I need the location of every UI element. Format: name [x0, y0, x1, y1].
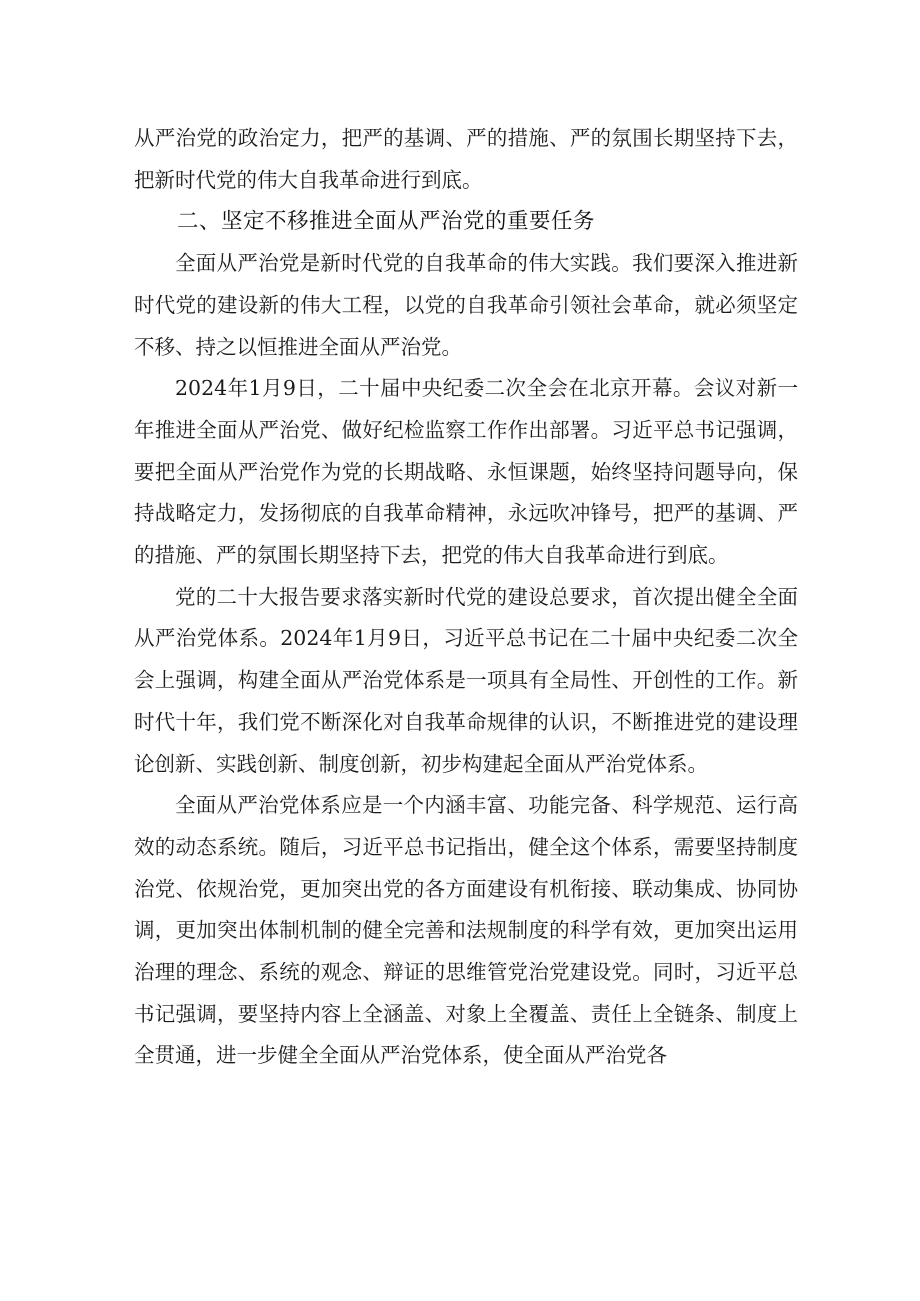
- paragraph-continuation: 从严治党的政治定力，把严的基调、严的措施、严的氛围长期坚持下去，把新时代党的伟大自我革命进行到底。: [134, 126, 798, 192]
- paragraph: 党的二十大报告要求落实新时代党的建设总要求，首次提出健全全面从严治党体系。2024年1月9日，习近平总书记在二十届中央纪委二次全会上强调，构建全面从严治党体系是一项具有全局性、开创性的工作。新时代十年，我们党不断深化对自我革命规律的认识，不断推进党的建设理论创新、实践创新、制度创新，初步构建起全面从严治党体系。: [134, 584, 798, 776]
- paragraph: 全面从严治党是新时代党的自我革命的伟大实践。我们要深入推进新时代党的建设新的伟大工程，以党的自我革命引领社会革命，就必须坚定不移、持之以恒推进全面从严治党。: [134, 251, 798, 359]
- document-body: [134, 118, 798, 1077]
- paragraph: 2024年1月9日，二十届中央纪委二次全会在北京开幕。会议对新一年推进全面从严治党、做好纪检监察工作作出部署。习近平总书记强调，要把全面从严治党作为党的长期战略、永恒课题，始终坚持问题导向，保持战略定力，发扬彻底的自我革命精神，永远吹冲锋号，把严的基调、严的措施、严的氛围长期坚持下去，把党的伟大自我革命进行到底。: [134, 376, 798, 568]
- section-heading: 二、坚定不移推进全面从严治党的重要任务: [177, 209, 596, 235]
- paragraph: 全面从严治党体系应是一个内涵丰富、功能完备、科学规范、运行高效的动态系统。随后，习近平总书记指出，健全这个体系，需要坚持制度治党、依规治党，更加突出党的各方面建设有机衔接、联动集成、协同协调，更加突出体制机制的健全完善和法规制度的科学有效，更加突出运用治理的理念、系统的观念、辩证的思维管党治党建设党。同时，习近平总书记强调，要坚持内容上全涵盖、对象上全覆盖、责任上全链条、制度上全贯通，进一步健全全面从严治党体系，使全面从严治党各: [134, 793, 798, 1068]
